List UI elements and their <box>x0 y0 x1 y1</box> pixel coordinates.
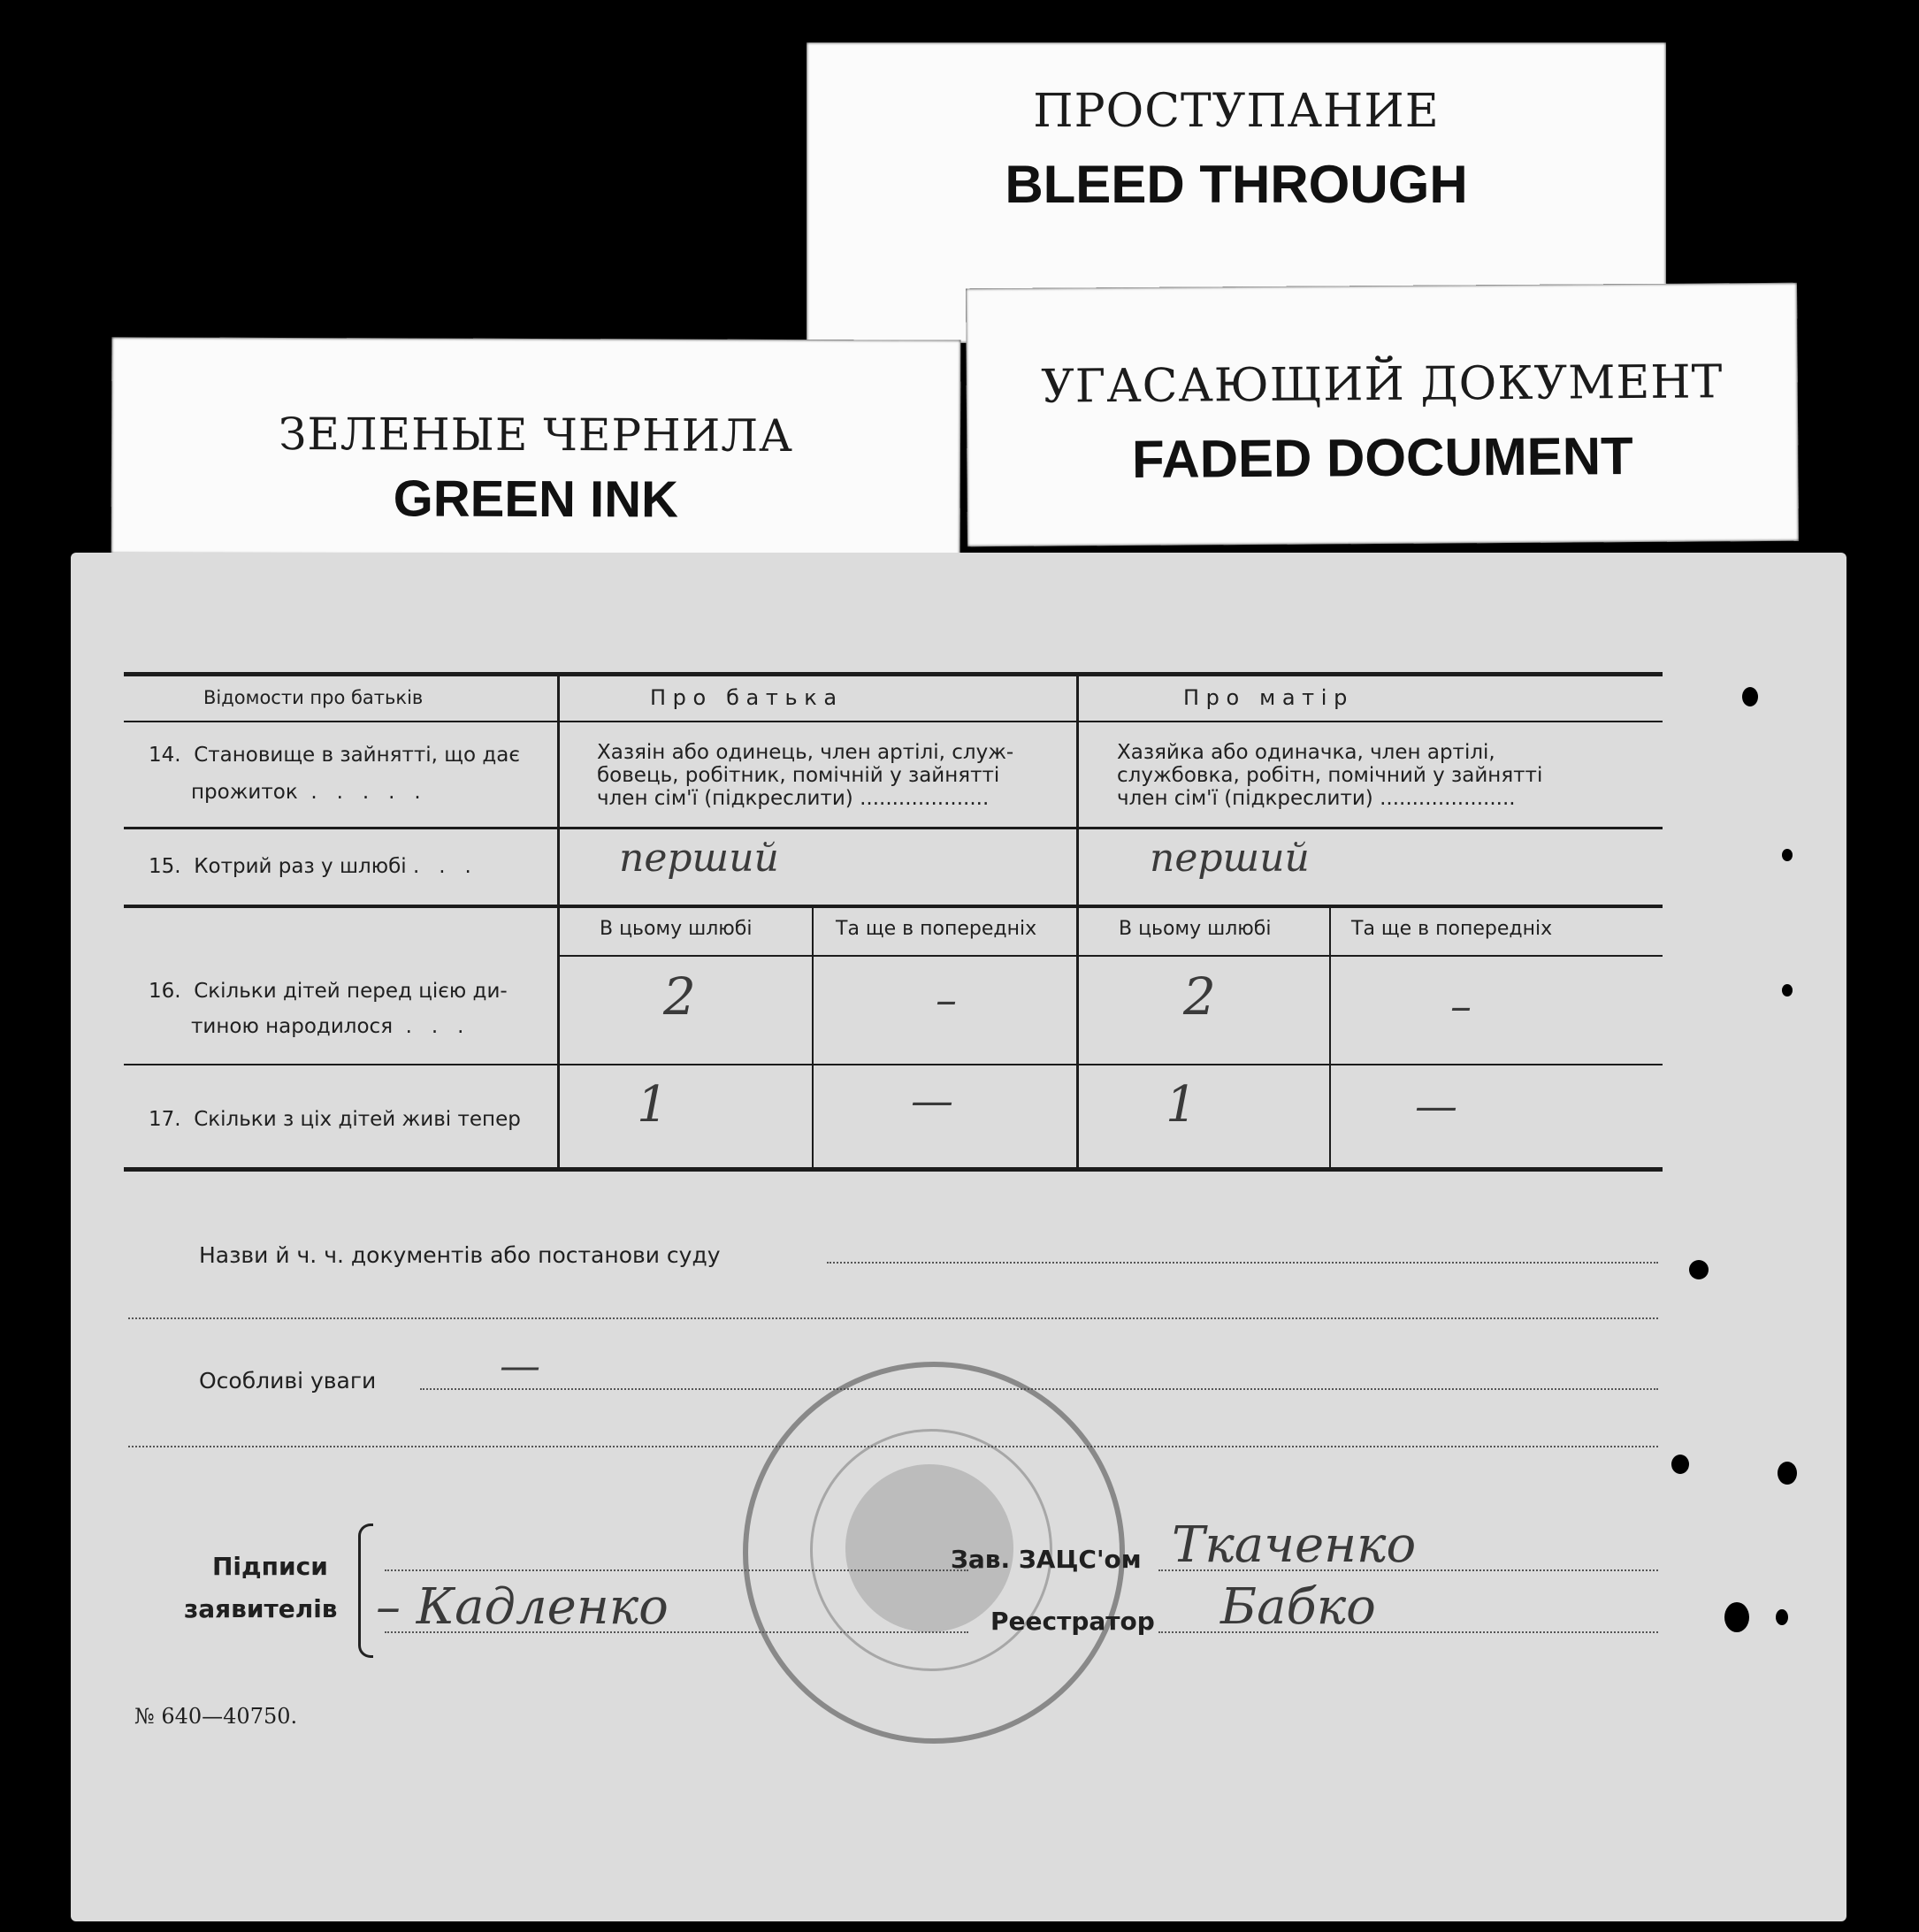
table-bottom-rule <box>124 1167 1663 1172</box>
subhead-father-previous: Та ще в попередніх <box>836 918 1037 940</box>
subhead-mother-this-marriage: В цьому шлюбі <box>1119 918 1272 940</box>
registrar-signature: Бабко <box>1220 1578 1376 1636</box>
header-parents-info: Відомости про батьків <box>203 687 424 708</box>
documents-label: Назви й ч. ч. документів або постанови суду <box>199 1242 721 1268</box>
row15-label: 15. Котрий раз у шлюбі . . . <box>149 855 471 878</box>
signature-line-1 <box>385 1569 968 1571</box>
row17-mother-this-value: 1 <box>1166 1076 1197 1134</box>
table-top-rule <box>124 672 1663 676</box>
registrar-label: Реестратор <box>990 1607 1155 1636</box>
remarks-value: — <box>500 1341 540 1389</box>
subhead-father-this-marriage: В цьому шлюбі <box>600 918 753 940</box>
remarks-line-1 <box>420 1388 1658 1390</box>
bleed-through-label-ru: ПРОСТУПАНИЕ <box>1033 85 1440 138</box>
row17-mother-previous-value: — <box>1415 1081 1457 1131</box>
row14-father-line2: бовець, робітник, помічній у зайнятті <box>597 764 1000 787</box>
header-about-mother: П р о м а т і р <box>1183 685 1348 710</box>
faded-document-label-en: FADED DOCUMENT <box>1131 426 1633 489</box>
row14-label-line2: прожиток . . . . . <box>191 781 421 804</box>
punch-hole-3 <box>1782 984 1793 997</box>
documents-line-2 <box>128 1317 1658 1319</box>
punch-hole-5 <box>1671 1455 1689 1474</box>
header-rule <box>124 721 1663 722</box>
form-number: № 640—40750. <box>134 1704 298 1729</box>
row15-father-value: перший <box>619 836 779 881</box>
row17-label: 17. Скільки з ціх дітей живі тепер <box>149 1108 521 1131</box>
col-divider-mother-sub <box>1329 906 1331 1170</box>
faded-document-label-ru: УГАСАЮЩИЙ ДОКУМЕНТ <box>1040 355 1724 414</box>
row17-father-this-value: 1 <box>637 1076 669 1134</box>
row14-label-line1: 14. Становище в зайнятті, що дає <box>149 744 520 767</box>
punch-hole-7 <box>1724 1602 1749 1632</box>
signatures-brace <box>358 1523 373 1658</box>
registrar-line <box>1158 1631 1658 1633</box>
green-ink-label-en: GREEN INK <box>393 470 679 529</box>
row15-rule <box>124 905 1663 908</box>
row16-mother-previous-value: – <box>1450 981 1472 1031</box>
form-sheet <box>71 553 1846 1921</box>
head-zags-label: Зав. ЗАЦС'ом <box>951 1545 1142 1574</box>
punch-hole-6 <box>1778 1462 1797 1485</box>
row14-mother-line3: член сім'ї (підкреслити) ..................... <box>1117 787 1516 810</box>
row14-mother-line2: службовка, робітн, помічний у зайнятті <box>1117 764 1543 787</box>
row14-father-line3: член сім'ї (підкреслити) .................... <box>597 787 990 810</box>
head-zags-line <box>1158 1569 1658 1571</box>
col-divider-1 <box>557 675 560 1170</box>
row16-father-this-value: 2 <box>663 966 696 1027</box>
punch-hole-2 <box>1782 849 1793 861</box>
subhead-rule <box>560 955 1663 957</box>
row15-mother-value: перший <box>1150 836 1310 881</box>
signatures-label-line1: Підписи <box>212 1552 328 1581</box>
green-ink-label-ru: ЗЕЛЕНЫЕ ЧЕРНИЛА <box>279 408 793 462</box>
punch-hole-1 <box>1742 687 1758 706</box>
row14-father-line1: Хазяін або одинець, член артілі, служ- <box>597 741 1014 764</box>
row17-father-previous-value: — <box>911 1076 953 1126</box>
row16-label-line2: тиною народилося . . . <box>191 1015 464 1038</box>
punch-hole-4 <box>1689 1260 1709 1279</box>
head-zags-signature: Ткаченко <box>1172 1516 1417 1574</box>
row16-father-previous-value: – <box>936 975 957 1025</box>
subhead-mother-previous: Та ще в попередніх <box>1351 918 1553 940</box>
row16-mother-this-value: 2 <box>1183 966 1216 1027</box>
row16-rule <box>124 1064 1663 1065</box>
row14-mother-line1: Хазяйка або одиначка, член артілі, <box>1117 741 1495 764</box>
col-divider-father-sub <box>812 906 814 1170</box>
remarks-label: Особливі уваги <box>199 1368 377 1394</box>
header-about-father: П р о б а т ь к а <box>650 685 837 710</box>
row16-label-line1: 16. Скільки дітей перед цією ди- <box>149 980 508 1003</box>
green-ink-card <box>111 337 961 556</box>
documents-line-1 <box>827 1262 1658 1264</box>
row14-rule <box>124 827 1663 829</box>
col-divider-2 <box>1076 675 1079 1170</box>
bleed-through-label-en: BLEED THROUGH <box>1005 155 1468 214</box>
signatures-label-line2: заявителів <box>184 1594 338 1623</box>
punch-hole-8 <box>1776 1609 1788 1625</box>
applicant-signature: – Кадленко <box>376 1578 669 1636</box>
faded-document-card <box>966 283 1799 547</box>
